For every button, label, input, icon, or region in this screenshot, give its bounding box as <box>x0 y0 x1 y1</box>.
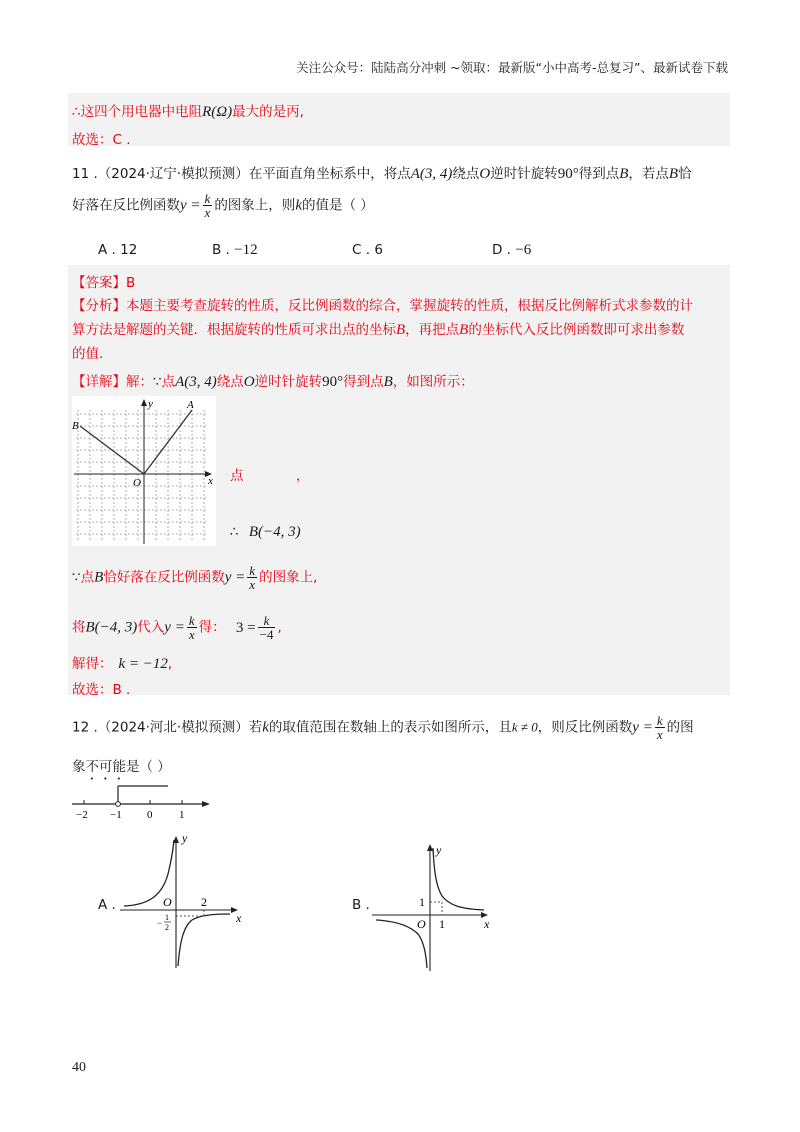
q11-option-a[interactable]: A . 12 <box>98 242 138 258</box>
q11-therefore-b: ∴ B(−4, 3) <box>230 524 301 540</box>
point-b-coordinates: B(−4, 3) <box>248 524 301 540</box>
q11-stem-line2: 好落在反比例函数y = $\frac{k}{x}$ 的图象上，则k的值是（ ） <box>72 191 374 220</box>
because-symbol: ∵ <box>153 374 162 390</box>
q12-graph-a[interactable] <box>118 830 248 970</box>
q11-substitution-line: 将B(−4, 3)代入y = $\frac{k}{x}$ 得： 3 = $\frac{k}{-4}$ , <box>72 613 282 642</box>
graph-b-x-label: x <box>484 917 490 931</box>
q12-option-a-label[interactable]: A . <box>98 897 116 913</box>
q11-option-c[interactable]: C . 6 <box>352 242 383 258</box>
graph-a-x-label: x <box>236 911 242 925</box>
graph-a-half-den: 2 <box>165 923 169 932</box>
q11-answer: 【答案】B <box>72 275 136 291</box>
q11-analysis-line3: 的值． <box>72 346 113 362</box>
emphasis-not-possible: 不可能 <box>85 759 126 775</box>
graph-y-label: y <box>148 398 153 410</box>
q11-fit-line: ∵点B恰好落在反比例函数y = $\frac{k}{x}$ 的图象上, <box>72 563 318 592</box>
graph-point-b-label: B <box>72 420 79 432</box>
graph-b-one-y-label: 1 <box>419 895 425 909</box>
previous-conclusion-line: ∴这四个用电器中电阻R(Ω)最大的是丙, <box>72 104 304 120</box>
q12-source: （2024·河北·模拟预测） <box>97 719 249 736</box>
point-text: 点 <box>230 468 244 484</box>
q11-analysis-line2: 算方法是解题的关键．根据旋转的性质可求出点的坐标B，再把点B的坐标代入反比例函数即可求出参数 <box>72 322 685 338</box>
q12-number-line <box>68 780 218 822</box>
q12-stem-line2: 象不可能是（ ） <box>72 759 171 775</box>
q11-choice: 故选：B . <box>72 682 131 698</box>
tick-label: 0 <box>147 809 153 821</box>
graph-a-two-label: 2 <box>201 895 207 909</box>
page-number: 40 <box>72 1060 86 1075</box>
graph-b-one-x-label: 1 <box>439 917 445 931</box>
page-header: 关注公众号：陆陆高分冲刺 ~领取：最新版“小中高考-总复习”、最新试卷下载 <box>296 60 728 75</box>
q11-option-d[interactable]: D . −6 <box>492 242 532 258</box>
q12-graph-b[interactable] <box>370 838 500 973</box>
q12-stem-line1: 12 .（2024·河北·模拟预测）若k的取值范围在数轴上的表示如图所示，且k ≠ 0，则反比例函数y = $\frac{k}{x}$ 的图 <box>72 713 694 742</box>
open-circle-marker <box>116 802 121 807</box>
q11-solve-line: 解得： k = −12, <box>72 656 173 672</box>
tick-label: 1 <box>179 809 185 821</box>
q11-detail-line1: 【详解】解：∵点A(3, 4)绕点O逆时针旋转90°得到点B，如图所示： <box>72 374 474 390</box>
q12-option-b-label[interactable]: B . <box>352 897 370 913</box>
therefore-symbol: ∴ <box>72 104 81 120</box>
graph-b-y-label: y <box>436 843 442 857</box>
tick-label: −1 <box>110 809 122 821</box>
graph-a-half-num: 1 <box>165 913 169 922</box>
q11-number: 11 . <box>72 166 98 182</box>
graph-x-label: x <box>208 475 213 487</box>
q11-source: （2024·辽宁·模拟预测） <box>97 166 249 182</box>
graph-origin-label: O <box>133 477 141 489</box>
resistance-symbol: R(Ω) <box>202 104 233 120</box>
q11-analysis-line1: 【分析】本题主要考查旋转的性质，反比例函数的综合，掌握旋转的性质，根据反比例解析式求参数的计 <box>72 298 693 314</box>
graph-point-a-label: A <box>187 399 194 411</box>
q11-stem-line1: 11 .（2024·辽宁·模拟预测）在平面直角坐标系中，将点A(3, 4)绕点O逆时针旋转90°得到点B，若点B恰 <box>72 166 692 182</box>
previous-choice: 故选：C . <box>72 132 131 148</box>
q11-option-b[interactable]: B . −12 <box>212 242 258 258</box>
tick-label: −2 <box>76 809 88 821</box>
graph-a-neg-sign: − <box>157 918 163 928</box>
graph-a-origin-label: O <box>163 895 172 909</box>
k-over-x-fraction: $\frac{k}{x}$ <box>204 191 211 220</box>
graph-b-origin-label: O <box>417 917 426 931</box>
comma-text: ， <box>296 468 310 484</box>
q11-rotation-graph <box>72 396 216 546</box>
q12-number: 12 . <box>72 719 98 736</box>
graph-a-y-label: y <box>182 831 188 845</box>
